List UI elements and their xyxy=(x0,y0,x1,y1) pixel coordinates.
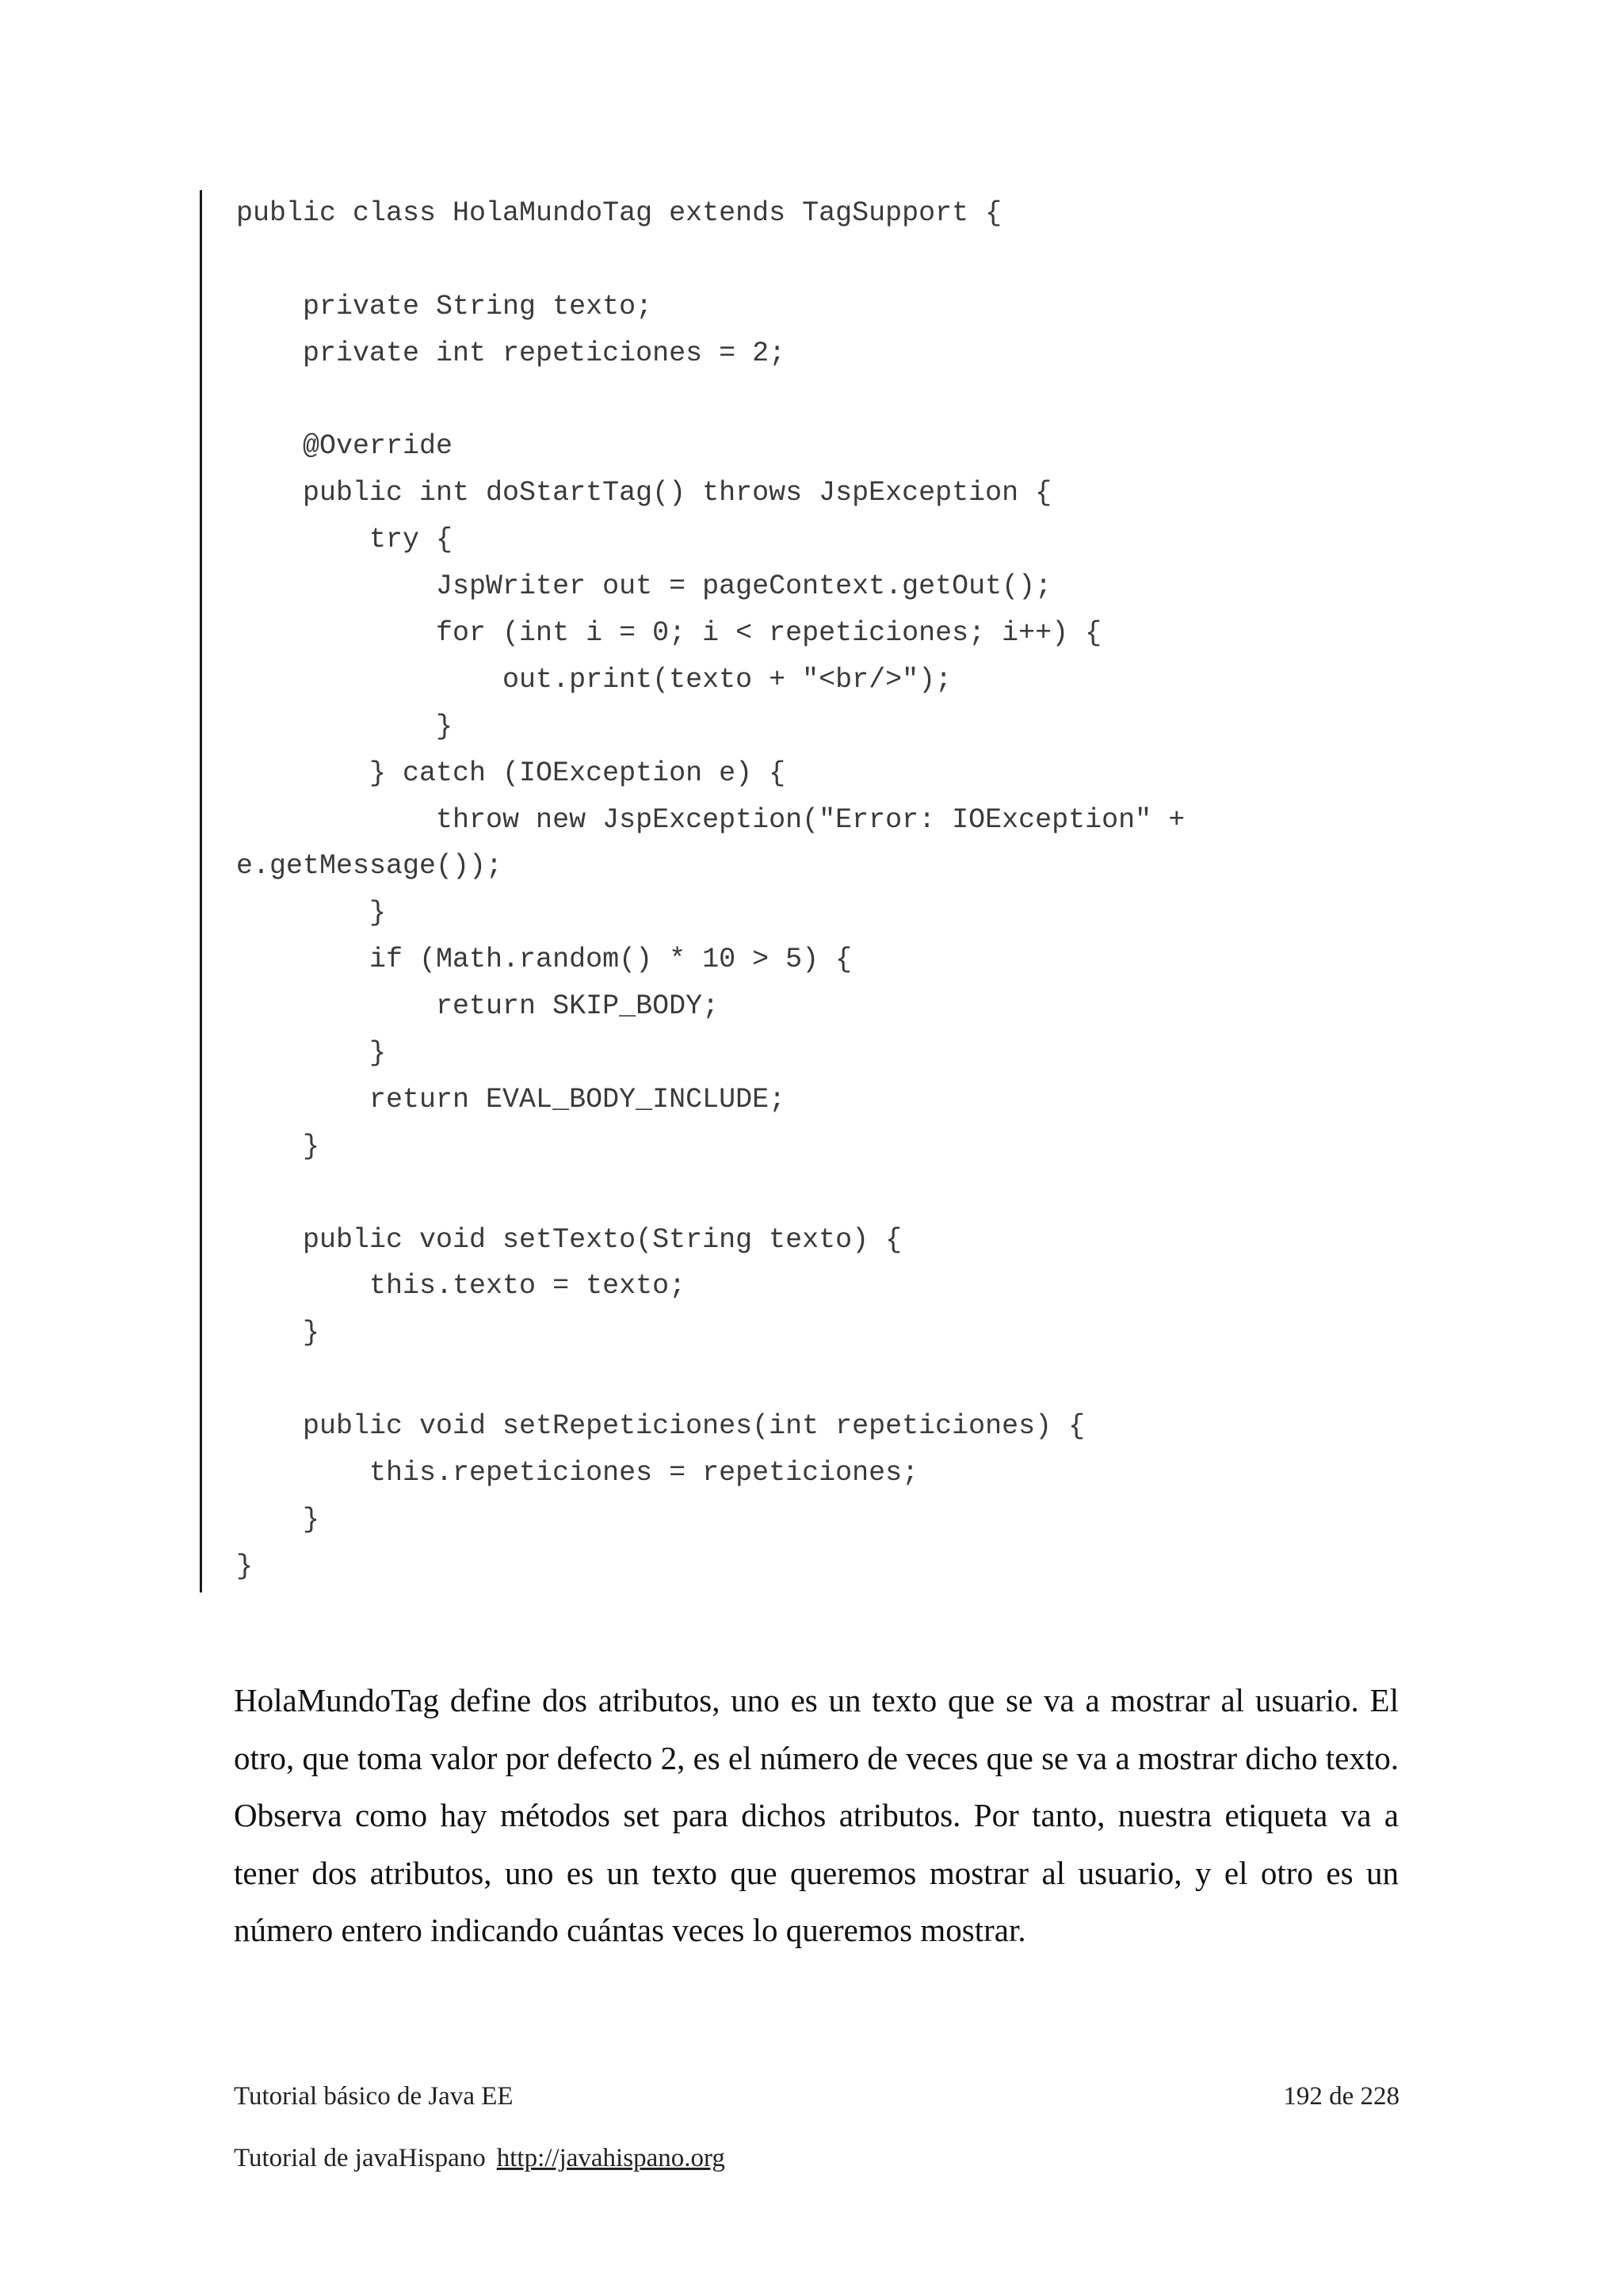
code-line xyxy=(236,377,1185,424)
code-line: } catch (IOException e) { xyxy=(236,757,786,789)
body-paragraph: HolaMundoTag define dos atributos, uno es un texto que se va a mostrar al usuario. El otro, que toma valor por defecto 2, es el número de veces que se va a mostrar dicho texto. Observa como hay métodos set para dichos atributos. Por tanto, nuestra etiqueta va a tener dos atributos, uno es un texto que queremos mostrar al usuario, y el otro es un número entero indicando cuántas veces lo queremos mostrar. xyxy=(234,1682,1399,1948)
code-line: e.getMessage()); xyxy=(236,850,503,883)
code-line: private String texto; xyxy=(236,290,653,322)
code-line: try { xyxy=(236,524,453,556)
code-line: } xyxy=(236,1130,320,1162)
code-line: out.print(texto + "<br/>"); xyxy=(236,663,953,696)
code-line: return SKIP_BODY; xyxy=(236,990,720,1023)
footer-title: Tutorial básico de Java EE xyxy=(234,2082,514,2111)
code-line: this.repeticiones = repeticiones; xyxy=(236,1457,919,1489)
code-line: this.texto = texto; xyxy=(236,1270,686,1302)
footer-credit-line xyxy=(234,2144,725,2173)
code-line: private int repeticiones = 2; xyxy=(236,337,786,369)
code-line xyxy=(236,237,1185,284)
code-line: if (Math.random() * 10 > 5) { xyxy=(236,944,853,976)
code-line: public class HolaMundoTag extends TagSupport { xyxy=(236,197,1002,229)
footer-page-number: 192 de 228 xyxy=(1283,2082,1400,2111)
code-line: } xyxy=(236,1317,320,1349)
code-line: public void setRepeticiones(int repeticiones) { xyxy=(236,1410,1086,1443)
code-line: JspWriter out = pageContext.getOut(); xyxy=(236,570,1052,603)
code-line: @Override xyxy=(236,430,453,463)
code-line: } xyxy=(236,1550,254,1582)
code-line: } xyxy=(236,710,453,742)
code-line: } xyxy=(236,1503,320,1535)
footer-credit: Tutorial de javaHispano xyxy=(234,2144,486,2172)
code-line: throw new JspException("Error: IOException" + xyxy=(236,803,1186,836)
code-lines xyxy=(236,190,1185,1590)
footer-link[interactable]: http://javahispano.org xyxy=(496,2144,725,2172)
code-listing xyxy=(200,190,1407,1592)
code-line xyxy=(236,1356,1185,1403)
code-line: } xyxy=(236,1037,387,1070)
code-line: public void setTexto(String texto) { xyxy=(236,1223,903,1256)
code-line: return EVAL_BODY_INCLUDE; xyxy=(236,1083,786,1116)
code-line: for (int i = 0; i < repeticiones; i++) { xyxy=(236,617,1102,650)
code-line: } xyxy=(236,897,387,929)
code-line xyxy=(236,1170,1185,1217)
code-line: public int doStartTag() throws JspException { xyxy=(236,477,1052,509)
